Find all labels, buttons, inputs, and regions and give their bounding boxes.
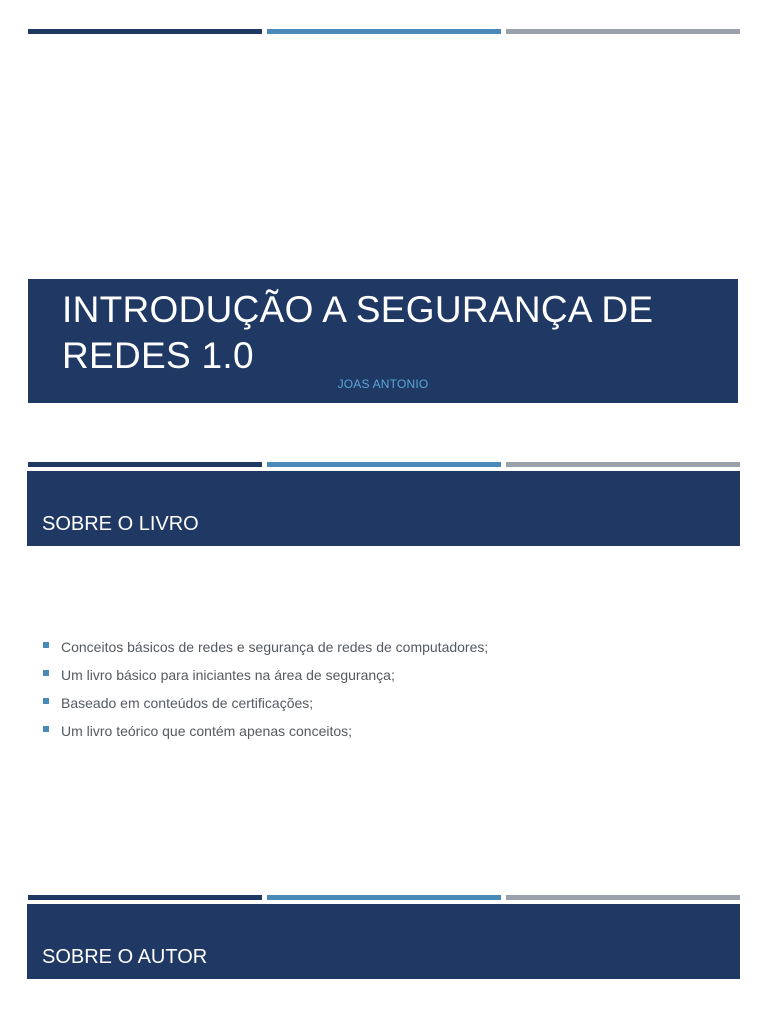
author-subtitle: JOAS ANTONIO (337, 377, 429, 391)
stripe-gray (506, 462, 740, 467)
accent-stripes-top (28, 29, 740, 34)
stripe-dark (28, 462, 262, 467)
bullet-list (43, 633, 488, 745)
section-header-livro (27, 471, 740, 546)
stripe-blue (267, 29, 501, 34)
stripe-gray (506, 29, 740, 34)
section-header-autor (27, 904, 740, 979)
list-item-text: Baseado em conteúdos de certificações; (61, 695, 314, 711)
list-item (43, 633, 488, 661)
list-item-text: Conceitos básicos de redes e segurança de redes de computadores; (61, 639, 489, 655)
stripe-blue (267, 895, 501, 900)
list-item (43, 717, 488, 745)
list-item (43, 661, 488, 689)
accent-stripes-section-1 (28, 462, 740, 467)
square-bullet-icon (43, 698, 49, 704)
square-bullet-icon (43, 726, 49, 732)
stripe-gray (506, 895, 740, 900)
page-title: INTRODUÇÃO A SEGURANÇA DE REDES 1.0 (62, 289, 654, 376)
section-heading: SOBRE O AUTOR (42, 946, 208, 968)
title-banner (28, 279, 738, 403)
stripe-blue (267, 462, 501, 467)
list-item (43, 689, 488, 717)
section-heading: SOBRE O LIVRO (42, 513, 199, 535)
list-item-text: Um livro teórico que contém apenas conceitos; (61, 723, 353, 739)
list-item-text: Um livro básico para iniciantes na área de segurança; (61, 667, 395, 683)
square-bullet-icon (43, 670, 49, 676)
accent-stripes-section-2 (28, 895, 740, 900)
stripe-dark (28, 29, 262, 34)
square-bullet-icon (43, 642, 49, 648)
stripe-dark (28, 895, 262, 900)
